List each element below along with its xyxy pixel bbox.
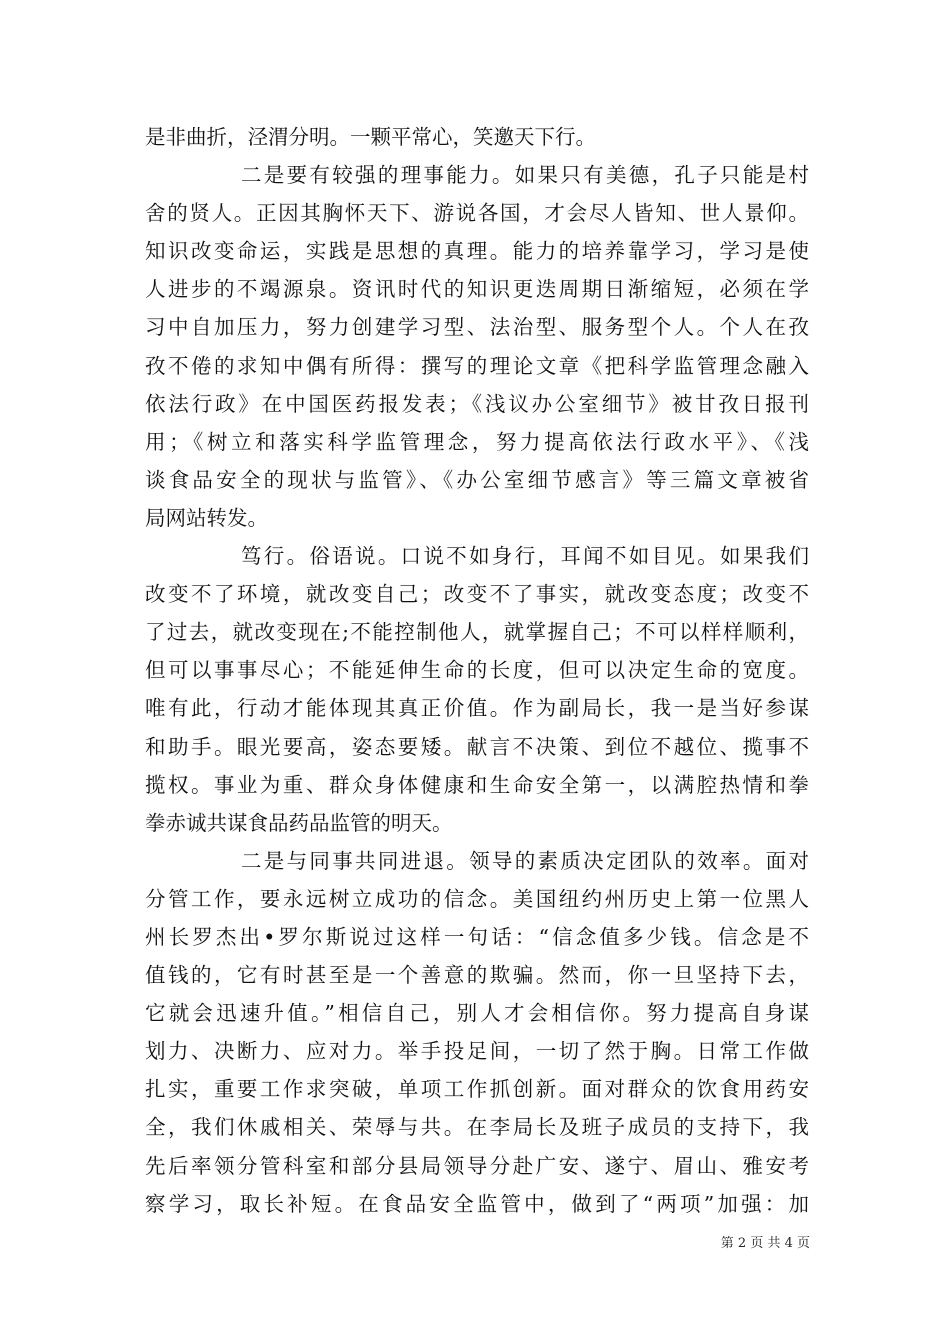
text-line: 和助手。眼光要高，姿态要矮。献言不决策、到位不越位、揽事不: [145, 734, 809, 759]
text-line: 揽权。事业为重、群众身体健康和生命安全第一，以满腔热情和拳: [145, 772, 809, 797]
text-line: 人进步的不竭源泉。资讯时代的知识更迭周期日渐缩短，必须在学: [145, 277, 809, 302]
text-line: 分管工作，要永远树立成功的信念。美国纽约州历史上第一位黑人: [145, 886, 809, 911]
text-line: 笃行。俗语说。口说不如身行，耳闻不如目见。如果我们: [241, 544, 809, 569]
text-line: 全，我们休戚相关、荣辱与共。在李局长及班子成员的支持下，我: [145, 1115, 809, 1140]
text-line: 但可以事事尽心；不能延伸生命的长度，但可以决定生命的宽度。: [145, 658, 809, 683]
text-line: 二是与同事共同进退。领导的素质决定团队的效率。面对: [241, 848, 809, 873]
text-line: 二是要有较强的理事能力。如果只有美德，孔子只能是村: [241, 163, 809, 188]
text-line: 拳赤诚共谋食品药品监管的明天。: [145, 810, 453, 835]
text-line: 谈食品安全的现状与监管》、《办公室细节感言》等三篇文章被省: [145, 467, 809, 492]
text-line: 习中自加压力，努力创建学习型、法治型、服务型个人。个人在孜: [145, 315, 809, 340]
text-line: 唯有此，行动才能体现其真正价值。作为副局长，我一是当好参谋: [145, 696, 809, 721]
text-line: 舍的贤人。正因其胸怀天下、游说各国，才会尽人皆知、世人景仰。: [145, 201, 809, 226]
text-line: 改变不了环境，就改变自己；改变不了事实，就改变态度；改变不: [145, 582, 809, 607]
text-line: 是非曲折，泾渭分明。一颗平常心，笑邀天下行。: [145, 125, 596, 149]
text-line: 它就会迅速升值。”相信自己，别人才会相信你。努力提高自身谋: [145, 1001, 809, 1026]
text-line: 先后率领分管科室和部分县局领导分赴广安、遂宁、眉山、雅安考: [145, 1153, 809, 1178]
text-line: 用；《树立和落实科学监管理念，努力提高依法行政水平》、《浅: [145, 429, 809, 454]
text-line: 划力、决断力、应对力。举手投足间，一切了然于胸。日常工作做: [145, 1039, 809, 1064]
text-line: 知识改变命运，实践是思想的真理。能力的培养靠学习，学习是使: [145, 239, 809, 264]
text-line: 局网站转发。: [145, 505, 268, 530]
body-text: [145, 118, 809, 1223]
page-number: 第 2 页 共 4 页: [720, 1236, 810, 1251]
text-line: 州长罗杰出•罗尔斯说过这样一句话：“信念值多少钱。信念是不: [145, 924, 809, 949]
text-line: 值钱的，它有时甚至是一个善意的欺骗。然而，你一旦坚持下去，: [145, 963, 809, 988]
text-line: 了过去，就改变现在;不能控制他人，就掌握自己；不可以样样顺利，: [145, 620, 809, 645]
text-line: 依法行政》在中国医药报发表；《浅议办公室细节》被甘孜日报刊: [145, 391, 809, 416]
text-line: 孜不倦的求知中偶有所得：撰写的理论文章《把科学监管理念融入: [145, 353, 809, 378]
text-line: 察学习，取长补短。在食品安全监管中，做到了“两项”加强：加: [145, 1191, 809, 1216]
text-line: 扎实，重要工作求突破，单项工作抓创新。面对群众的饮食用药安: [145, 1077, 809, 1102]
